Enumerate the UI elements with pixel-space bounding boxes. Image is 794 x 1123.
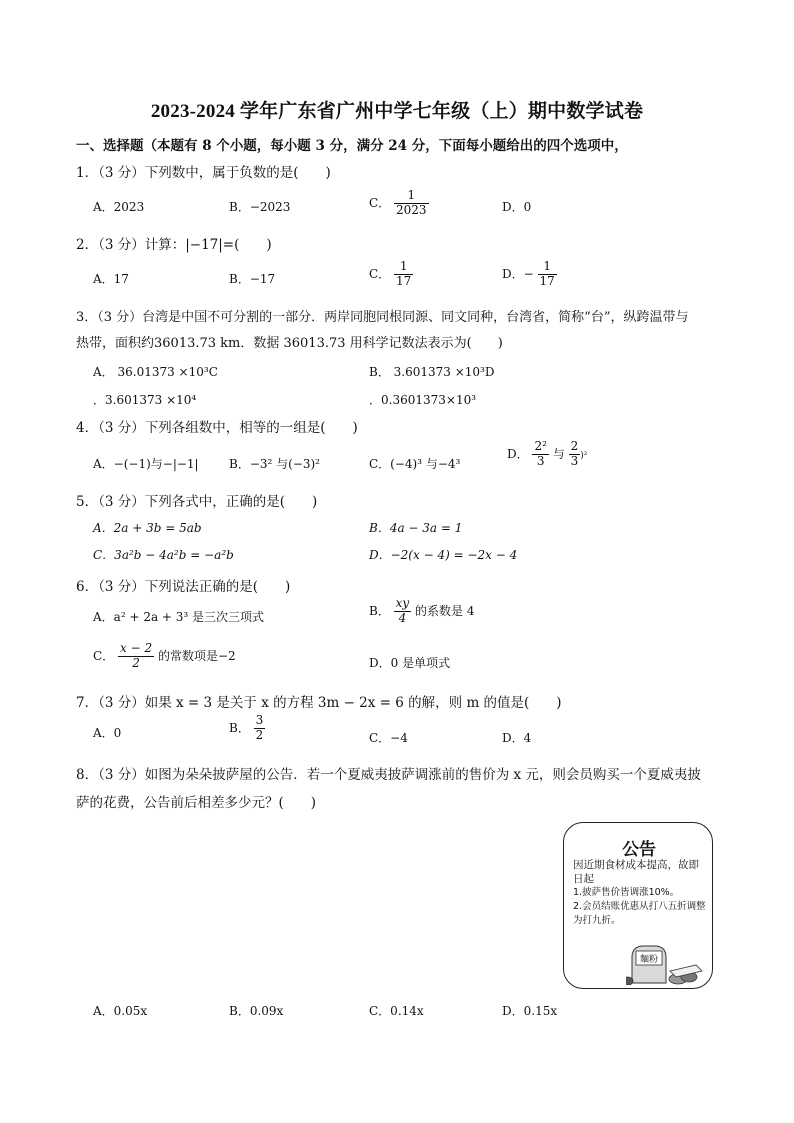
q2-option-d-fraction [538,260,557,289]
q2-option-d-label: D．− [502,266,534,281]
q6-option-b-tail: 的系数是 4 [415,603,475,618]
q8-option-a: A．0.05x [93,1004,148,1018]
fraction-numerator: 2² [534,439,547,453]
pizza-notice-board [563,822,713,989]
q4-option-c: C．(−4)³ 与−4³ [369,457,461,471]
question-2-stem: 2．（3 分）计算：|−17|=( ) [76,237,272,253]
q4-option-d-label: D． [507,446,529,461]
question-8-stem-line2: 萨的花费，公告前后相差多少元？( ) [76,795,317,811]
q6-option-b [369,597,474,626]
question-5-stem: 5．（3 分）下列各式中，正确的是( ) [76,494,318,510]
q1-option-a: A．2023 [93,200,145,214]
q4-option-b: B．−3² 与(−3)² [229,457,320,471]
q4-option-d-connector: 与 [552,446,565,461]
fraction-denominator: 2 [255,727,264,742]
q5-option-c: C．3a²b − 4a²b = −a²b [93,548,234,562]
q4-option-d-fraction-a [532,440,548,469]
notice-line-3: 2.会员结账优惠从打八五折调整为打九折。 [573,901,706,926]
q4-option-d-fraction-b [569,440,581,469]
question-7-stem: 7．（3 分）如果 x = 3 是关于 x 的方程 3m − 2x = 6 的解，则 m 的值是( ) [76,695,562,711]
notice-body [573,858,707,928]
q2-option-c [369,260,413,289]
q1-option-c-fraction [394,189,429,218]
q6-option-c-tail: 的常数项是−2 [157,648,236,663]
q1-option-c [369,189,429,218]
q7-option-a: A．0 [93,726,122,740]
q5-option-d: D．−2(x − 4) = −2x − 4 [369,548,518,562]
section-heading: 一、选择题（本题有 8 个小题，每小题 3 分，满分 24 分，下面每小题给出的四个选项中， [76,138,628,154]
q1-option-b: B．−2023 [229,200,291,214]
q4-option-d-tail: )² [580,450,588,461]
q3-option-a: A． 36.01373 ×10³C [93,365,218,379]
fraction-denominator: 3 [536,453,545,468]
fraction-denominator: 17 [396,273,412,288]
fraction-denominator: 17 [539,273,555,288]
fraction-denominator: 3 [570,453,579,468]
q5-option-b: B．4a − 3a = 1 [369,521,463,535]
q6-option-d: D．0 是单项式 [369,656,451,670]
notice-line-2: 1.披萨售价皆调涨10%。 [573,887,680,898]
fraction-numerator: 1 [394,189,429,204]
q6-option-c [93,642,236,671]
q8-option-d: D．0.15x [502,1004,558,1018]
fraction-numerator: 1 [394,260,413,275]
flour-bag-illustration [626,943,706,985]
notice-title: 公告 [622,840,656,860]
exam-title: 2023-2024 学年广东省广州中学七年级（上）期中数学试卷 [150,101,644,122]
fraction-denominator: 2023 [396,202,427,217]
q6-option-b-label: B． [369,603,390,618]
q6-option-c-label: C． [93,648,115,663]
q1-option-c-label: C． [369,195,391,210]
q2-option-c-fraction [394,260,413,289]
q4-option-a: A．−(−1)与−|−1| [93,457,199,471]
q2-option-c-label: C． [369,266,391,281]
flour-bag-label: 麵粉 [639,955,659,965]
q7-option-b-fraction [254,714,266,743]
notice-line-1: 因近期食材成本提高，故即日起 [573,859,699,885]
q3-option-c: ．3.601373 ×10⁴ [93,393,197,407]
q3-option-d: ．0.3601373×10³ [369,393,477,407]
q8-option-c: C．0.14x [369,1004,424,1018]
question-6-stem: 6．（3 分）下列说法正确的是( ) [76,579,291,595]
question-3-stem-line2: 热带，面积约36013.73 km．数据 36013.73 用科学记数法表示为( ) [76,336,503,351]
q2-option-d [502,260,557,289]
q2-option-a: A．17 [93,272,129,286]
fraction-numerator: 1 [538,260,557,275]
q5-option-a: A．2a + 3b = 5ab [93,521,202,535]
q2-option-b: B．−17 [229,272,276,286]
q7-option-b-label: B． [229,720,250,735]
question-4-stem: 4．（3 分）下列各组数中，相等的一组是( ) [76,420,358,436]
q8-option-b: B．0.09x [229,1004,284,1018]
question-1-stem: 1．（3 分）下列数中，属于负数的是( ) [76,165,331,181]
question-3-stem-line1: 3．（3 分）台湾是中国不可分割的一部分．两岸同胞同根同源、同文同种，台湾省，简称“台”，纵跨温带与 [76,310,689,325]
fraction-numerator: 3 [255,713,264,727]
q7-option-b [229,714,265,743]
fraction-denominator: 2 [132,655,140,670]
fraction-denominator: 4 [398,610,407,625]
fraction-numerator: 2 [570,439,579,453]
q6-option-b-fraction [394,597,412,626]
q7-option-c: C．−4 [369,731,408,745]
q7-option-d: D．4 [502,731,532,745]
q6-option-c-fraction [118,642,154,671]
fraction-numerator: xy [395,596,410,610]
q1-option-d: D．0 [502,200,532,214]
q4-option-d [507,440,587,469]
question-8-stem-line1: 8．（3 分）如图为朵朵披萨屋的公告．若一个夏威夷披萨调涨前的售价为 x 元，则会员购买一个夏威夷披 [76,767,701,783]
q6-option-a: A．a² + 2a + 3³ 是三次三项式 [93,610,265,624]
q3-option-b: B． 3.601373 ×10³D [369,365,495,379]
fraction-numerator: x − 2 [120,641,153,655]
